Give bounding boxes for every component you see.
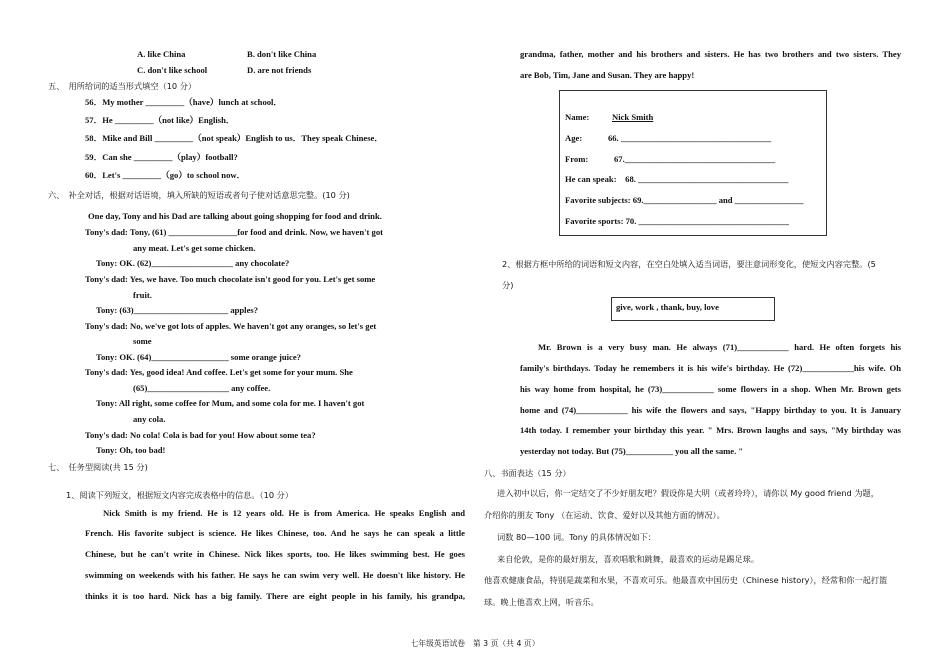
passage-line: grandma, father, mother and his brothers and sisters. He has two brothers and two sisters. They: [520, 49, 901, 59]
section7-sub1: 1、阅读下列短文，根据短文内容完成表格中的信息。（10 分）: [66, 490, 294, 500]
table-row: He can speak: 68. ___________________________________: [565, 174, 789, 184]
option-a: A. like China: [137, 49, 186, 59]
list-item: 60．Let's _________（go）to school now．: [85, 170, 246, 180]
dialog-line: Tony's dad: No cola! Cola is bad for you! How about some tea?: [85, 430, 316, 440]
list-item: 58．Mike and Bill _________（not speak）English to us．They speak Chinese．: [85, 133, 383, 143]
section5-title: 五、 用所给词的适当形式填空（10 分）: [48, 81, 197, 91]
passage-line: swimming on weekends with his father. He says he can swim very well. He doesn't like history. He: [85, 570, 465, 580]
table-row: Age: 66. ___________________________________: [565, 133, 772, 143]
passage-line: thinks it is too hard. Nick has a big family. There are eight people in his family, his grandpa,: [85, 591, 465, 601]
dialog-line: Tony's dad: No, we've got lots of apples. We haven't got any oranges, so let's get: [85, 321, 377, 331]
writing-line: 他喜欢健康食品，特别是蔬菜和水果，不喜欢可乐。他最喜欢中国历史（Chinese history），经常和你一起打篮: [484, 575, 888, 585]
passage-line: are Bob, Tim, Jane and Susan. They are happy!: [520, 70, 695, 80]
dialog-line: Tony: All right, some coffee for Mum, and some cola for me. I haven't got: [96, 398, 365, 408]
passage-line: family's birthdays. Today he remembers it is his wife's birthday. He (72)____________his wife. Oh: [520, 363, 901, 373]
dialog-line: Tony: OK. (62)___________________ any chocolate?: [96, 258, 290, 268]
section6-title: 六、 补全对话，根据对话语境，填入所缺的短语或者句子使对话意思完整。(10 分): [48, 190, 350, 200]
dialog-line: Tony: Oh, too bad!: [96, 445, 166, 455]
table-row: Favorite subjects: 69._________________ and ________________: [565, 195, 804, 205]
passage-line: 14th today. I remember your birthday this year. " Mrs. Brown laughs and says, "My birthday was: [520, 425, 901, 435]
dialog-line: Tony: (63)______________________ apples?: [96, 305, 259, 315]
passage-line: Nick Smith is my friend. He is 12 years old. He is from America. He speaks English and: [103, 508, 465, 518]
page-footer: 七年级英语试卷 第 3 页（共 4 页）: [410, 639, 540, 648]
writing-line: 介绍你的朋友 Tony （在运动、饮食、爱好以及其他方面的情况）。: [484, 510, 725, 520]
info-table: [559, 90, 827, 236]
word-box: [611, 297, 775, 321]
option-b: B. don't like China: [247, 49, 317, 59]
dialog-line: some: [133, 336, 152, 346]
writing-line: 来自伦敦，是你的最好朋友，喜欢唱歌和跳舞，最喜欢的运动是踢足球。: [497, 554, 760, 564]
passage-line: Chinese, but he can't write in Chinese. Nick likes sports, too. He likes swimming best. He goes: [85, 549, 465, 559]
section7-sub2: 2、根据方框中所给的词语和短文内容，在空白处填入适当词语，要注意词形变化，使短文内容完整。(5: [502, 259, 876, 269]
dialog-line: any meat. Let's get some chicken.: [133, 243, 256, 253]
passage-line: French. His favorite subject is science. He likes Chinese, too. And he says he can speak a little: [85, 528, 465, 538]
passage-line: home and (74)____________ his wife the flowers and says, "Happy birthday to you. It is January: [520, 405, 901, 415]
passage-line: yesterday not today. But (75)___________ you all the same. ": [520, 446, 744, 456]
dialog-line: Tony's dad: Yes, we have. Too much chocolate isn't good for you. Let's get some: [85, 274, 376, 284]
passage-line: Mr. Brown is a very busy man. He always (71)____________ hard. He often forgets his: [538, 342, 901, 352]
table-row: From: 67.___________________________________: [565, 154, 776, 164]
writing-line: 词数 80—100 词。Tony 的具体情况如下：: [497, 532, 656, 542]
word-box-text: give, work , thank, buy, love: [616, 302, 719, 312]
dialog-line: fruit.: [133, 290, 152, 300]
dialog-line: One day, Tony and his Dad are talking about going shopping for food and drink.: [88, 211, 382, 221]
dialog-line: Tony's dad: Tony, (61) ________________for food and drink. Now, we haven't got: [85, 227, 383, 237]
section8-title: 八、书面表达（15 分）: [484, 468, 571, 478]
section7-sub2-cont: 分): [502, 280, 514, 290]
table-name-value: Nick Smith: [612, 112, 654, 122]
dialog-line: Tony: OK. (64)__________________ some orange juice?: [96, 352, 301, 362]
option-c: C. don't like school: [137, 65, 208, 75]
option-d: D. are not friends: [247, 65, 312, 75]
table-name-label: Name:: [565, 112, 590, 122]
passage-line: his way home from hospital, he (73)____________ some flowers in a shop. When Mr. Brown gets: [520, 384, 901, 394]
dialog-line: (65)___________________ any coffee.: [133, 383, 271, 393]
dialog-line: any cola.: [133, 414, 166, 424]
dialog-line: Tony's dad: Yes, good idea! And coffee. Let's get some for your mum. She: [85, 367, 353, 377]
list-item: 56．My mother _________（have）lunch at school．: [85, 97, 283, 107]
list-item: 57．He _________（not like）English．: [85, 115, 235, 125]
list-item: 59．Can she _________（play）football?: [85, 152, 238, 162]
writing-line: 球。晚上他喜欢上网，听音乐。: [484, 597, 599, 607]
writing-line: 进入初中以后，你一定结交了不少好朋友吧？假设你是大明（或者玲玲），请你以 My good friend 为题，: [497, 488, 879, 498]
table-row: Favorite sports: 70. ___________________________________: [565, 216, 789, 226]
section7-title: 七、 任务型阅读(共 15 分): [48, 462, 148, 472]
